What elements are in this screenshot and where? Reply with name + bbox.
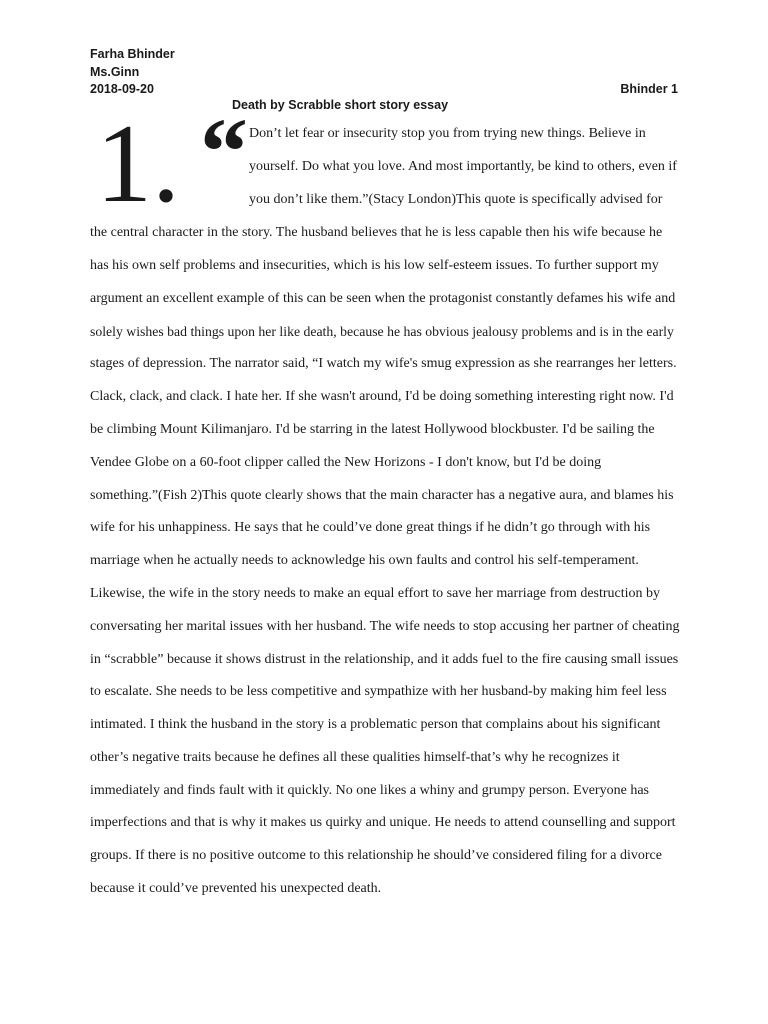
body-line: be climbing Mount Kilimanjaro. I'd be starring in the latest Hollywood blockbuster. I'd be sailing the [90, 422, 655, 437]
body-line: Don’t let fear or insecurity stop you from trying new things. Believe in [249, 126, 646, 141]
body-line: has his own self problems and insecurities, which is his low self-esteem issues. To further support my [90, 258, 659, 273]
body-line: you don’t like them.”(Stacy London)This quote is specifically advised for [249, 192, 663, 207]
body-line: stages of depression. The narrator said, “I watch my wife's smug expression as she rearranges her letters. [90, 356, 677, 371]
body-line: groups. If there is no positive outcome to this relationship he should’ve considered filing for a divorce [90, 848, 662, 863]
body-line: to escalate. She needs to be less competitive and sympathize with her husband-by making him feel less [90, 684, 667, 699]
body-line: because it could’ve prevented his unexpected death. [90, 881, 382, 896]
body-line: solely wishes bad things upon her like death, because he has obvious jealousy problems and is in the early [90, 324, 674, 339]
body-line: conversating her marital issues with her husband. The wife needs to stop accusing her partner of cheating [90, 619, 680, 634]
body-line: intimated. I think the husband in the story is a problematic person that complains about his significant [90, 717, 661, 732]
teacher-name: Ms.Ginn [90, 65, 140, 79]
body-line: argument an excellent example of this can be seen when the protagonist constantly defames his wife and [90, 291, 676, 306]
body-line: in “scrabble” because it shows distrust in the relationship, and it adds fuel to the fire causing small issues [90, 652, 679, 667]
author-name: Farha Bhinder [90, 47, 175, 61]
body-line: Clack, clack, and clack. I hate her. If she wasn't around, I'd be doing something interesting right now. I'd [90, 389, 674, 404]
page-header-label: Bhinder 1 [620, 82, 678, 96]
body-line: immediately and finds fault with it quickly. No one likes a whiny and grumpy person. Everyone has [90, 783, 649, 798]
drop-cap-number: 1. [96, 102, 180, 226]
body-line: Likewise, the wife in the story needs to make an equal effort to save her marriage from destruction by [90, 586, 661, 601]
essay-title: Death by Scrabble short story essay [231, 98, 449, 112]
body-line: wife for his unhappiness. He says that he could’ve done great things if he didn’t go through with his [90, 520, 651, 535]
body-line: the central character in the story. The husband believes that he is less capable then his wife because he [90, 225, 663, 240]
opening-quote-mark: “ [200, 98, 248, 205]
essay-date: 2018-09-20 [90, 82, 154, 96]
body-line: Vendee Globe on a 60-foot clipper called the New Horizons - I don't know, but I'd be doing [90, 455, 602, 470]
body-line: something.”(Fish 2)This quote clearly shows that the main character has a negative aura, and blames his [90, 488, 674, 503]
body-line: yourself. Do what you love. And most importantly, be kind to others, even if [249, 159, 677, 174]
body-line: imperfections and that is why it makes us quirky and unique. He needs to attend counselling and support [90, 815, 676, 830]
body-line: other’s negative traits because he defines all these qualities himself-that’s why he recognizes it [90, 750, 620, 765]
body-line: marriage when he actually needs to acknowledge his own faults and control his self-temperament. [90, 553, 639, 568]
